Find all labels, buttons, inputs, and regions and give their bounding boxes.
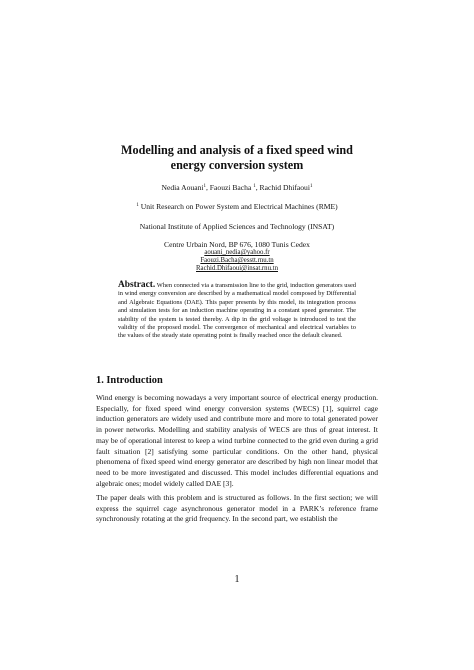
affiliation-unit: [0, 202, 474, 211]
paragraph: Wind energy is becoming nowadays a very important source of electrical energy production. Especially, for fixed speed wind energy conversion systems (WECS) [1], squirrel cage induction generators are widely used and contribute more and more to total generated power in power networks. Modelling and stability analysis of WECS are thus of great interest. It may be of operational interest to keep a wind turbine connected to the grid even during a grid fault situation [2] satisfying some particular conditions. On the other hand, physical phenomena of fixed speed wind energy generator are described by high non linear model that need to be more investigated and discussed. This model includes differential equations and algebraic ones; model widely called DAE [3].: [96, 393, 378, 488]
section-heading: 1. Introduction: [96, 375, 163, 386]
page-number: 1: [234, 574, 240, 585]
title-line-2: energy conversion system: [170, 158, 304, 172]
abstract: [118, 281, 356, 341]
author-name: Nedia Aouani: [161, 183, 204, 192]
title-line-1: Modelling and analysis of a fixed speed wind: [121, 143, 353, 157]
author-list: [0, 183, 474, 192]
paragraph: The paper deals with this problem and is structured as follows. In the first section; we will express the squirrel cage asynchronous generator model in a PARK’s reference frame synchronously rotating at the grid frequency. In the second part, we establish the: [96, 493, 378, 524]
abstract-label: Abstract.: [118, 280, 156, 290]
affiliation-mark: 1: [136, 203, 139, 208]
author-name: , Rachid Dhifaoui: [255, 183, 310, 192]
affiliation-unit-text: Unit Research on Power System and Electrical Machines (RME): [138, 202, 338, 211]
author-affiliation-mark: 1: [309, 184, 313, 189]
email-link[interactable]: Rachid.Dhifaoui@insat.rnu.tn: [196, 265, 278, 272]
paper-title: [0, 143, 474, 173]
email-link[interactable]: Faouzi.Bacha@esstt.rnu.tn: [200, 257, 274, 264]
abstract-text: When connected via a transmission line to the grid, induction generators used in wind energy conversion are described by a mathematical model composed by Differential and Algebraic Equations (DAE). This paper presents by this model, its integration process and simulation tests for an induction machine operating in a constant speed generator. The stability of the system is tested thereby. A dip in the grid voltage is introduced to test the validity of the proposed model. The convergence of mechanical and electrical variables to the values of the steady state operating point is finally reached once the default cleaned.: [118, 282, 356, 340]
author-affiliation-mark: 1: [203, 184, 206, 189]
author-affiliation-mark: 1: [253, 184, 256, 189]
author-name: , Faouzi Bacha: [206, 183, 254, 192]
affiliation-institute: National Institute of Applied Sciences and Technology (INSAT): [139, 222, 335, 231]
email-link[interactable]: aouani_nedia@yahoo.fr: [204, 249, 270, 256]
affiliation-address: Centre Urbain Nord, BP 676, 1080 Tunis Cedex: [164, 240, 310, 249]
